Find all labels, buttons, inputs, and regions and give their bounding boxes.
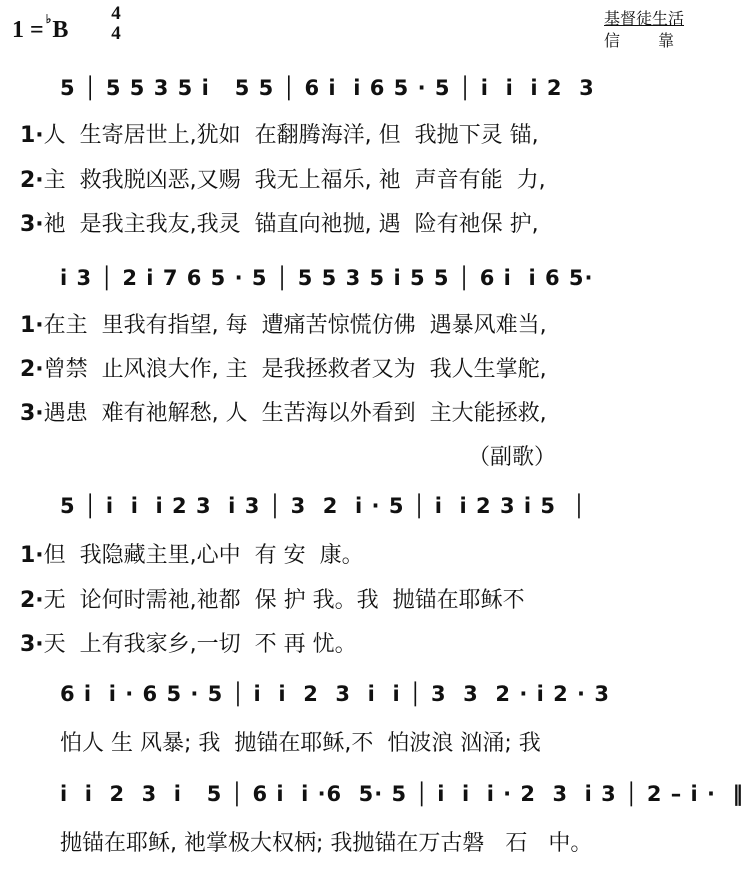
key-signature bbox=[12, 12, 68, 44]
verse-line bbox=[20, 163, 546, 194]
key-note: B bbox=[52, 17, 69, 43]
verse-number: 1· bbox=[20, 123, 44, 148]
verse-line bbox=[20, 396, 547, 427]
verse-number: 2· bbox=[20, 168, 44, 193]
verse-line bbox=[20, 538, 364, 569]
lyric-text: 但 我隐藏主里,心中 有 安 康。 bbox=[43, 543, 364, 568]
song-title: 基督徒生活 bbox=[604, 9, 685, 28]
lyric-line: 怕人 生 风暴; 我 抛锚在耶稣,不 怕波浪 汹涌; 我 bbox=[60, 731, 541, 756]
lyric-text: 在主 里我有指望, 每 遭痛苦惊慌仿佛 遇暴风难当, bbox=[43, 313, 547, 338]
verse-number: 3· bbox=[20, 632, 44, 657]
verse-number: 2· bbox=[20, 588, 44, 613]
verse-line bbox=[20, 627, 357, 658]
verse-line bbox=[20, 352, 547, 383]
key-label: 1 = bbox=[12, 17, 44, 43]
meter-bottom: 4 bbox=[111, 23, 121, 44]
verse-line bbox=[20, 583, 525, 614]
verse-line bbox=[20, 308, 547, 339]
lyric-text: 祂 是我主我友,我灵 锚直向祂抛, 遇 险有祂保 护, bbox=[43, 212, 539, 237]
lyric-text: 遇患 难有祂解愁, 人 生苦海以外看到 主大能拯救, bbox=[43, 401, 547, 426]
verse-line bbox=[20, 118, 539, 149]
verse-number: 3· bbox=[20, 401, 44, 426]
notation-line-2: i 3 │ 2 i 7 6 5 · 5 │ 5 5 3 5 i 5 5 │ 6 i i 6 5· bbox=[60, 266, 594, 290]
lyric-text: 天 上有我家乡,一切 不 再 忧。 bbox=[43, 632, 357, 657]
lyric-text: 无 论何时需祂,祂都 保 护 我。我 抛锚在耶稣不 bbox=[43, 588, 525, 613]
author-name: 信靠 bbox=[604, 31, 713, 50]
verse-number: 3· bbox=[20, 212, 44, 237]
notation-line-5: i i 2 3 i 5 │ 6 i i ·6 5· 5 │ i i i · 2 3 i 3 │ 2 – i · ‖ bbox=[60, 782, 744, 806]
lyric-line: 抛锚在耶稣, 祂掌极大权柄; 我抛锚在万古磐 石 中。 bbox=[60, 831, 593, 856]
notation-line-1: 5 │ 5 5 3 5 i 5 5 │ 6 i i 6 5 · 5 │ i i i 2 3 bbox=[60, 76, 595, 100]
verse-number: 2· bbox=[20, 357, 44, 382]
credits bbox=[604, 8, 712, 52]
notation-line-4: 6 i i · 6 5 · 5 │ i i 2 3 i i │ 3 3 2 · i 2 · 3 bbox=[60, 682, 610, 706]
chorus-label: （副歌） bbox=[468, 445, 557, 470]
flat-sign: ♭ bbox=[45, 12, 52, 26]
lyric-text: 主 救我脱凶恶,又赐 我无上福乐, 祂 声音有能 力, bbox=[43, 168, 546, 193]
meter-top: 4 bbox=[111, 3, 121, 24]
notation-line-3: 5 │ i i i 2 3 i 3 │ 3 2 i · 5 │ i i 2 3 i 5 │ bbox=[60, 494, 587, 518]
verse-line bbox=[20, 207, 539, 238]
lyric-text: 人 生寄居世上,犹如 在翻腾海洋, 但 我抛下灵 锚, bbox=[43, 123, 539, 148]
lyric-text: 曾禁 止风浪大作, 主 是我拯救者又为 我人生掌舵, bbox=[43, 357, 547, 382]
verse-number: 1· bbox=[20, 313, 44, 338]
time-signature bbox=[108, 4, 124, 44]
verse-number: 1· bbox=[20, 543, 44, 568]
